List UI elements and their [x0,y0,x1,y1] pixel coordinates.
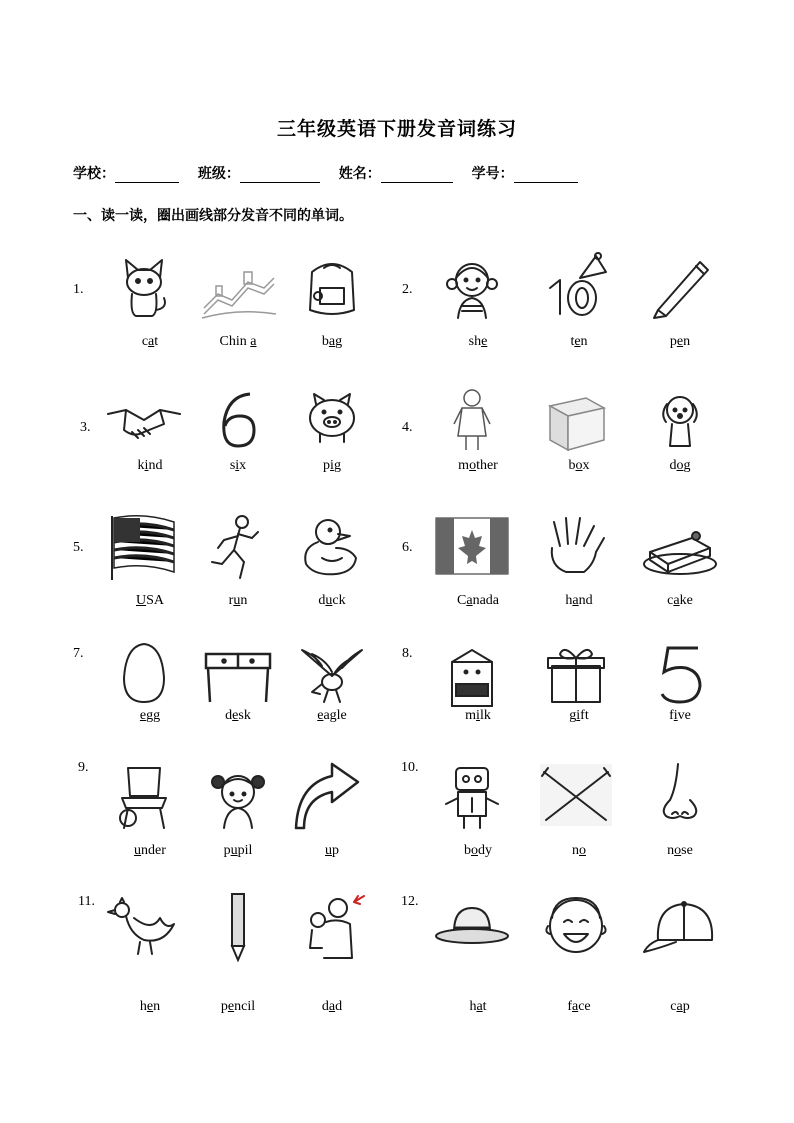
word-part: n [572,843,579,858]
word-part: x [582,458,590,473]
bag-icon [292,248,372,322]
exercise-number: 5. [73,540,84,555]
word-part: d [318,593,326,608]
underlined-letters: e [574,334,581,349]
word-part: m [465,708,477,723]
word-option[interactable] [524,334,634,350]
exercise-number: 11. [78,894,95,909]
word-part: p [220,999,228,1014]
underlined-letters: a [673,593,680,608]
word-part: g [335,334,343,349]
word-part: ve [677,708,691,723]
underlined-letters: a [250,334,257,349]
exercise-number: 8. [402,646,413,661]
word-option[interactable] [524,843,634,859]
underlined-letters: i [673,708,678,723]
word-part: c [141,334,149,349]
underlined-letters: o [471,843,478,858]
word-part: g [683,458,691,473]
word-part: agle [323,708,347,723]
underlined-letters: a [466,593,473,608]
exercise-number: 7. [73,646,84,661]
word-part: d [321,999,329,1014]
great-wall-icon [198,248,278,322]
eagle-icon [292,636,372,710]
word-part: n [667,843,675,858]
word-part: f [567,999,572,1014]
underlined-letters: U [135,593,147,608]
word-part: r [228,593,234,608]
canada-flag-icon [432,508,512,582]
word-part: ke [679,593,693,608]
pupil-icon [198,758,278,832]
word-part: p [323,458,331,473]
robot-icon [432,758,512,832]
word-part: ft [580,708,589,723]
word-part: d [225,708,233,723]
word-option[interactable] [625,708,735,724]
word-part: gg [146,708,161,723]
cap-icon [640,888,720,962]
up-arrow-icon [292,758,372,832]
word-part: p [332,843,339,858]
word-part: dy [478,843,492,858]
underlined-letters: a [572,999,579,1014]
pen-icon [640,248,720,322]
exercise-number: 1. [73,282,84,297]
word-part: C [457,593,467,608]
number-five-icon [640,636,720,710]
chair-ball-icon [104,758,184,832]
desk-icon [198,636,278,710]
word-part: n [683,334,691,349]
exercise-number: 12. [401,894,419,909]
hen-icon [104,888,184,962]
word-part: d [335,999,343,1014]
word-part: Chin [219,334,251,349]
underlined-letters: i [476,708,480,723]
word-part: nd [578,593,593,608]
word-part: ncil [234,999,256,1014]
exercise-number: 3. [80,420,91,435]
gift-icon [536,636,616,710]
hat-icon [432,888,512,962]
word-option[interactable] [277,458,387,474]
word-part: SA [146,593,165,608]
word-option[interactable] [524,708,634,724]
student-info-line [73,163,592,183]
word-part: g [333,458,341,473]
underlined-letters: e [146,999,154,1014]
mother-icon [432,380,512,454]
word-option[interactable] [423,334,533,350]
underlined-letters: u [233,593,241,608]
instruction: 一、读一读，圈出画线部分发音不同的单词。 [73,208,353,224]
exercise-number: 6. [402,540,413,555]
exercise-number: 9. [78,760,89,775]
underlined-letters: o [575,458,583,473]
underlined-letters: a [148,334,155,349]
word-option[interactable] [524,999,634,1015]
word-part: se [681,843,693,858]
underlined-letters: e [232,708,239,723]
dad-icon [292,888,372,962]
runner-icon [198,508,278,582]
word-option[interactable] [277,708,387,724]
word-part: x [239,458,247,473]
underlined-letters: a [328,334,336,349]
word-option[interactable] [277,334,387,350]
underlined-letters: u [325,843,332,858]
name-blank[interactable] [381,168,453,183]
word-part: f [669,708,674,723]
word-part: n [153,999,161,1014]
dog-icon [640,380,720,454]
underlined-letters: e [227,999,235,1014]
word-part: sh [468,334,482,349]
pig-icon [292,380,372,454]
underlined-letters: i [330,458,334,473]
word-option[interactable] [625,458,735,474]
underlined-letters: e [139,708,147,723]
word-part: g [569,708,577,723]
word-option[interactable] [524,458,634,474]
word-part: ck [332,593,346,608]
usa-flag-icon [104,508,184,582]
word-part: n [240,593,248,608]
word-part: sk [238,708,251,723]
word-part: t [570,334,575,349]
handshake-icon [104,380,184,454]
class-label: 班级： [197,166,240,182]
hand-icon [536,508,616,582]
word-option[interactable] [625,334,735,350]
word-option[interactable] [625,843,735,859]
word-part: h [139,999,147,1014]
word-option[interactable] [423,458,533,474]
exercise-number: 10. [401,760,419,775]
school-blank[interactable] [115,168,179,183]
number-ten-icon [536,248,616,322]
underlined-letters: o [674,843,682,858]
word-part: d [669,458,677,473]
underlined-letters: a [572,593,579,608]
underlined-letters: a [476,999,483,1014]
word-option[interactable] [277,593,387,609]
word-part: nder [141,843,166,858]
word-part: pil [237,843,253,858]
word-part: b [321,334,329,349]
underlined-letters: i [144,458,149,473]
underlined-letters: u [325,593,333,608]
word-part: b [464,843,471,858]
word-option[interactable] [625,999,735,1015]
underlined-letters: o [469,458,477,473]
number-six-icon [198,380,278,454]
word-option[interactable] [423,593,533,609]
underlined-letters: i [576,708,581,723]
number-blank[interactable] [514,168,578,183]
crossed-arms-icon [536,758,616,832]
word-option[interactable] [423,708,533,724]
box-icon [536,380,616,454]
underlined-letters: u [230,843,238,858]
underlined-letters: i [235,458,240,473]
word-part: t [154,334,159,349]
word-part: lk [479,708,491,723]
word-part: nada [472,593,499,608]
word-part: n [580,334,588,349]
word-part: p [682,999,690,1014]
exercise-number: 2. [402,282,413,297]
exercise-number: 4. [402,420,413,435]
word-option[interactable] [277,843,387,859]
underlined-letters: o [676,458,684,473]
milk-icon [432,636,512,710]
girl-icon [432,248,512,322]
word-option[interactable] [625,593,735,609]
page-title: 三年级英语下册发音词练习 [276,118,517,140]
underlined-letters: e [317,708,324,723]
underlined-letters: o [579,843,586,858]
underlined-letters: a [676,999,683,1014]
word-part: m [458,458,470,473]
cat-icon [104,248,184,322]
underlined-letters: e [481,334,488,349]
cake-icon [640,508,720,582]
word-part: h [565,593,573,608]
word-part: h [469,999,477,1014]
word-part: c [667,593,674,608]
underlined-letters: u [134,843,142,858]
underlined-letters: a [328,999,336,1014]
word-option[interactable] [524,593,634,609]
word-part: nd [148,458,163,473]
nose-icon [640,758,720,832]
word-part: ce [578,999,591,1014]
school-label: 学校： [73,166,115,182]
word-part: s [229,458,236,473]
class-blank[interactable] [240,168,320,183]
word-part: b [568,458,576,473]
name-label: 姓名： [338,166,381,182]
word-option[interactable] [277,999,387,1015]
number-label: 学号： [471,166,514,182]
word-part: k [137,458,145,473]
word-option[interactable] [423,999,533,1015]
pencil-icon [198,888,278,962]
word-option[interactable] [423,843,533,859]
word-part: p [669,334,677,349]
word-part: c [670,999,677,1014]
underlined-letters: e [676,334,684,349]
face-icon [536,888,616,962]
word-part: ther [476,458,498,473]
duck-icon [292,508,372,582]
word-part: t [482,999,487,1014]
egg-icon [104,636,184,710]
word-part: p [223,843,231,858]
